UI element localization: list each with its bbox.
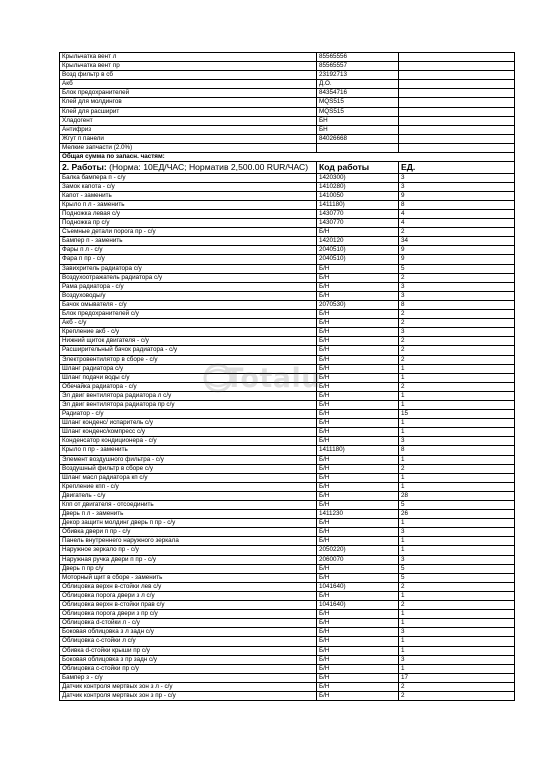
row-units-cell: [399, 107, 515, 116]
row-code-cell: Б/Н: [317, 291, 399, 300]
row-units-cell: 5: [399, 264, 515, 273]
row-name-cell: Крепление кпп - с/у: [60, 482, 317, 491]
row-name-cell: Декор защитн молдинг дверь п пр - с/у: [60, 519, 317, 528]
row-name-cell: Облицовка верхн в-стойки прав с/у: [60, 601, 317, 610]
row-units-cell: 17: [399, 673, 515, 682]
table-row: [60, 482, 515, 491]
table-row: [60, 410, 515, 419]
row-name-cell: Крыльчатка вент пр: [60, 62, 317, 71]
row-units-cell: 26: [399, 510, 515, 519]
row-code-cell: Б/Н: [317, 391, 399, 400]
row-units-cell: 1: [399, 591, 515, 600]
table-row: [60, 691, 515, 700]
row-name-cell: Облицовка c-стойки пр с/у: [60, 664, 317, 673]
row-name-cell: Облицовка порога двери з л с/у: [60, 591, 317, 600]
row-units-cell: 1: [399, 373, 515, 382]
row-name-cell: Эл двиг вентилятора радиатора л с/у: [60, 391, 317, 400]
row-units-cell: 5: [399, 573, 515, 582]
row-code-cell: Б/Н: [317, 346, 399, 355]
row-units-cell: 2: [399, 310, 515, 319]
row-name-cell: Кпп от двигателя - отсоединить: [60, 501, 317, 510]
row-units-cell: 4: [399, 210, 515, 219]
row-name-cell: Шланг конденс/ испаритель с/у: [60, 419, 317, 428]
work-section: [60, 173, 515, 700]
row-units-cell: 2: [399, 337, 515, 346]
table-row: [60, 364, 515, 373]
row-units-cell: 2: [399, 601, 515, 610]
document-page: [59, 52, 514, 701]
row-name-cell: Датчик контроля мертвых зон з л - с/у: [60, 682, 317, 691]
table-row: [60, 382, 515, 391]
row-units-cell: 8: [399, 200, 515, 209]
row-code-cell: 1420300): [317, 173, 399, 182]
table-row: [60, 134, 515, 143]
row-units-cell: [399, 98, 515, 107]
table-row: [60, 546, 515, 555]
row-units-cell: [399, 116, 515, 125]
row-units-cell: 1: [399, 519, 515, 528]
row-code-cell: 1420120: [317, 237, 399, 246]
row-code-cell: Б/Н: [317, 691, 399, 700]
row-name-cell: Панель внутреннего наружного зеркала: [60, 537, 317, 546]
row-code-cell: 1410280): [317, 182, 399, 191]
row-units-cell: [399, 71, 515, 80]
row-code-cell: Б/Н: [317, 310, 399, 319]
table-row: [60, 473, 515, 482]
row-units-cell: 5: [399, 564, 515, 573]
row-name-cell: Обечайка радиатора - с/у: [60, 382, 317, 391]
table-row: [60, 62, 515, 71]
row-code-cell: 1411180): [317, 446, 399, 455]
row-units-cell: 1: [399, 473, 515, 482]
row-name-cell: Подножка левая с/у: [60, 210, 317, 219]
row-code-cell: 1411180): [317, 200, 399, 209]
row-name-cell: Балка бампера п - с/у: [60, 173, 317, 182]
row-units-cell: 1: [399, 400, 515, 409]
row-code-cell: Б/Н: [317, 455, 399, 464]
row-code-cell: 2070530): [317, 300, 399, 309]
row-units-cell: 3: [399, 182, 515, 191]
row-units-cell: 1: [399, 546, 515, 555]
row-code-cell: 84354716: [317, 89, 399, 98]
row-code-cell: 2040510): [317, 255, 399, 264]
row-code-cell: 84026668: [317, 134, 399, 143]
row-units-cell: 1: [399, 482, 515, 491]
table-row: [60, 491, 515, 500]
row-units-cell: 3: [399, 528, 515, 537]
row-code-cell: Б/Н: [317, 682, 399, 691]
table-row: [60, 116, 515, 125]
row-name-cell: Фары п л - с/у: [60, 246, 317, 255]
row-units-cell: 2: [399, 319, 515, 328]
row-name-cell: Дверь п л - заменить: [60, 510, 317, 519]
row-code-cell: БН: [317, 125, 399, 134]
row-name-cell: Хладогент: [60, 116, 317, 125]
row-name-cell: Шланг радиатора с/у: [60, 364, 317, 373]
table-row: [60, 173, 515, 182]
row-code-cell: Б/Н: [317, 664, 399, 673]
row-name-cell: Двигатель - с/у: [60, 491, 317, 500]
table-row: [60, 400, 515, 409]
row-units-cell: [399, 125, 515, 134]
table-row: [60, 282, 515, 291]
table-row: [60, 182, 515, 191]
row-code-cell: 1430770: [317, 219, 399, 228]
row-code-cell: Б/Н: [317, 537, 399, 546]
row-name-cell: Наружное зеркало пр - с/у: [60, 546, 317, 555]
row-code-cell: Б/Н: [317, 410, 399, 419]
row-code-cell: MQS515: [317, 98, 399, 107]
table-row: [60, 601, 515, 610]
row-name-cell: Радиатор - с/у: [60, 410, 317, 419]
row-units-cell: 2: [399, 582, 515, 591]
row-code-cell: 23192713: [317, 71, 399, 80]
table-row: [60, 89, 515, 98]
row-code-cell: Б/Н: [317, 628, 399, 637]
row-code-cell: Б/Н: [317, 364, 399, 373]
section-rate-note: (Норма: 10ЕД/ЧАС; Норматив 2,500.00 RUR/ЧАС): [106, 162, 309, 173]
row-units-cell: 8: [399, 300, 515, 309]
row-code-cell: Б/Н: [317, 282, 399, 291]
row-code-cell: Б/Н: [317, 419, 399, 428]
row-units-cell: 1: [399, 646, 515, 655]
table-row: [60, 71, 515, 80]
row-name-cell: Акб: [60, 80, 317, 89]
row-units-cell: 2: [399, 228, 515, 237]
row-name-cell: Завихритель радиатора с/у: [60, 264, 317, 273]
row-code-cell: 85565557: [317, 62, 399, 71]
row-name-cell: Обивка двери п пр - с/у: [60, 528, 317, 537]
table-row: [60, 682, 515, 691]
row-name-cell: Акб - с/у: [60, 319, 317, 328]
row-units-cell: [399, 53, 515, 62]
row-code-cell: Б/Н: [317, 619, 399, 628]
row-name-cell: Клей для расширит: [60, 107, 317, 116]
row-code-cell: 1410050: [317, 191, 399, 200]
row-name-cell: Замок капота - с/у: [60, 182, 317, 191]
table-row: [60, 237, 515, 246]
row-units-cell: 1: [399, 455, 515, 464]
row-name-cell: Облицовка d-стойки л - с/у: [60, 619, 317, 628]
table-row: [60, 664, 515, 673]
table-row: [60, 555, 515, 564]
row-name-cell: Бачок омывателя - с/у: [60, 300, 317, 309]
row-code-cell: Б/Н: [317, 337, 399, 346]
row-code-cell: Д.О.: [317, 80, 399, 89]
row-units-cell: [399, 134, 515, 143]
row-units-cell: 1: [399, 537, 515, 546]
row-code-cell: Б/Н: [317, 319, 399, 328]
estimate-table: [59, 52, 515, 701]
table-row: [60, 573, 515, 582]
table-row: [60, 300, 515, 309]
parts-total-row: [60, 153, 515, 162]
row-units-cell: 3: [399, 555, 515, 564]
row-code-cell: Б/Н: [317, 655, 399, 664]
row-name-cell: Электровентилятор в сборе - с/у: [60, 355, 317, 364]
row-code-cell: 2040510): [317, 246, 399, 255]
row-units-cell: 1: [399, 391, 515, 400]
parts-section: [60, 53, 515, 153]
table-row: [60, 291, 515, 300]
table-row: [60, 346, 515, 355]
table-row: [60, 98, 515, 107]
row-units-cell: 28: [399, 491, 515, 500]
row-code-cell: Б/Н: [317, 491, 399, 500]
table-row: [60, 264, 515, 273]
code-column-header: Код работы: [317, 162, 399, 174]
row-name-cell: Эл двиг вентилятора радиатора пр с/у: [60, 400, 317, 409]
table-row: [60, 519, 515, 528]
row-units-cell: 9: [399, 255, 515, 264]
row-units-cell: 15: [399, 410, 515, 419]
row-units-cell: 2: [399, 682, 515, 691]
row-name-cell: Облицовка c-стойки л с/у: [60, 637, 317, 646]
row-name-cell: Шланг подачи воды с/у: [60, 373, 317, 382]
row-name-cell: Нижний щиток двигателя - с/у: [60, 337, 317, 346]
row-name-cell: Расширительный бачок радиатора - с/у: [60, 346, 317, 355]
row-units-cell: 2: [399, 346, 515, 355]
row-units-cell: 3: [399, 173, 515, 182]
row-name-cell: Воздуховоды/у: [60, 291, 317, 300]
row-code-cell: Б/Н: [317, 482, 399, 491]
section-header-row: [60, 162, 515, 174]
table-row: [60, 582, 515, 591]
row-code-cell: Б/Н: [317, 646, 399, 655]
table-row: [60, 646, 515, 655]
table-row: [60, 628, 515, 637]
table-row: [60, 310, 515, 319]
table-row: [60, 510, 515, 519]
row-units-cell: 3: [399, 655, 515, 664]
section-title-cell: [60, 162, 317, 174]
row-name-cell: Мелкие запчасти (2.0%): [60, 143, 317, 152]
row-code-cell: 85565556: [317, 53, 399, 62]
work-section-header: [60, 162, 515, 174]
table-row: [60, 419, 515, 428]
table-row: [60, 328, 515, 337]
table-row: [60, 446, 515, 455]
row-units-cell: 1: [399, 664, 515, 673]
table-row: [60, 391, 515, 400]
row-name-cell: Жгут п панели: [60, 134, 317, 143]
row-name-cell: Облицовка порога двери з пр с/у: [60, 610, 317, 619]
row-name-cell: Крыло п л - заменить: [60, 200, 317, 209]
row-code-cell: Б/Н: [317, 373, 399, 382]
table-row: [60, 655, 515, 664]
row-code-cell: 1041640): [317, 582, 399, 591]
row-name-cell: Наружная ручка двери п пр - с/у: [60, 555, 317, 564]
table-row: [60, 246, 515, 255]
row-code-cell: Б/Н: [317, 473, 399, 482]
row-code-cell: 2050220): [317, 546, 399, 555]
table-row: [60, 337, 515, 346]
table-row: [60, 191, 515, 200]
table-row: [60, 373, 515, 382]
row-code-cell: Б/Н: [317, 428, 399, 437]
table-row: [60, 125, 515, 134]
row-code-cell: Б/Н: [317, 437, 399, 446]
row-units-cell: 1: [399, 428, 515, 437]
row-units-cell: 2: [399, 382, 515, 391]
row-units-cell: 1: [399, 610, 515, 619]
row-code-cell: 1411230: [317, 510, 399, 519]
row-units-cell: 2: [399, 355, 515, 364]
row-name-cell: Бампер з - с/у: [60, 673, 317, 682]
row-name-cell: Крыло п пр - заменить: [60, 446, 317, 455]
table-row: [60, 219, 515, 228]
table-row: [60, 53, 515, 62]
table-row: [60, 210, 515, 219]
row-code-cell: Б/Н: [317, 228, 399, 237]
section-title: 2. Работы:: [62, 162, 107, 173]
row-name-cell: Воздушный фильтр в сборе с/у: [60, 464, 317, 473]
row-units-cell: [399, 143, 515, 152]
row-units-cell: 3: [399, 628, 515, 637]
row-name-cell: Облицовка верхн в-стойки лев с/у: [60, 582, 317, 591]
row-units-cell: 1: [399, 364, 515, 373]
row-units-cell: 2: [399, 273, 515, 282]
row-code-cell: Б/Н: [317, 564, 399, 573]
parts-total-label: Общая сумма по запасн. частям:: [60, 153, 515, 162]
row-name-cell: Фара п пр - с/у: [60, 255, 317, 264]
row-units-cell: 3: [399, 282, 515, 291]
row-name-cell: Клей для молдингов: [60, 98, 317, 107]
row-units-cell: 3: [399, 328, 515, 337]
row-name-cell: Бампер п - заменить: [60, 237, 317, 246]
parts-total-section: [60, 153, 515, 162]
row-name-cell: Блок предохранителей с/у: [60, 310, 317, 319]
row-units-cell: 9: [399, 246, 515, 255]
table-row: [60, 80, 515, 89]
row-code-cell: 1041640): [317, 601, 399, 610]
watermark-text: Totalu: [225, 363, 321, 394]
row-code-cell: Б/Н: [317, 673, 399, 682]
table-row: [60, 428, 515, 437]
row-code-cell: Б/Н: [317, 355, 399, 364]
row-code-cell: Б/Н: [317, 264, 399, 273]
row-name-cell: Блок предохранителей: [60, 89, 317, 98]
row-name-cell: Крепление акб - с/у: [60, 328, 317, 337]
row-name-cell: Рама радиатора - с/у: [60, 282, 317, 291]
row-name-cell: Элемент воздушного фильтра - с/у: [60, 455, 317, 464]
row-name-cell: Датчик контроля мертвых зон з пр - с/у: [60, 691, 317, 700]
row-units-cell: 5: [399, 501, 515, 510]
table-row: [60, 319, 515, 328]
table-row: [60, 464, 515, 473]
row-code-cell: 1430770: [317, 210, 399, 219]
row-units-cell: 1: [399, 619, 515, 628]
table-row: [60, 255, 515, 264]
table-row: [60, 455, 515, 464]
row-name-cell: Капот - заменить: [60, 191, 317, 200]
row-code-cell: [317, 143, 399, 152]
row-name-cell: Боковая облицовка з пр задн с/у: [60, 655, 317, 664]
units-column-header: ЕД.: [399, 162, 515, 174]
table-row: [60, 355, 515, 364]
table-row: [60, 228, 515, 237]
row-name-cell: Дверь п пр с/у: [60, 564, 317, 573]
row-code-cell: Б/Н: [317, 501, 399, 510]
row-code-cell: Б/Н: [317, 464, 399, 473]
row-name-cell: Обивка d-стойки крыши пр с/у: [60, 646, 317, 655]
row-name-cell: Моторный щит в сборе - заменить: [60, 573, 317, 582]
table-row: [60, 437, 515, 446]
row-name-cell: Конденсатор кондиционера - с/у: [60, 437, 317, 446]
table-row: [60, 273, 515, 282]
table-row: [60, 501, 515, 510]
row-code-cell: Б/Н: [317, 573, 399, 582]
row-code-cell: БН: [317, 116, 399, 125]
row-code-cell: Б/Н: [317, 610, 399, 619]
table-row: [60, 591, 515, 600]
row-units-cell: [399, 80, 515, 89]
row-name-cell: Подножка пр с/у: [60, 219, 317, 228]
row-code-cell: Б/Н: [317, 637, 399, 646]
table-row: [60, 610, 515, 619]
row-name-cell: Воздухоотражатель радиатора с/у: [60, 273, 317, 282]
table-row: [60, 637, 515, 646]
row-units-cell: 3: [399, 291, 515, 300]
row-units-cell: 2: [399, 691, 515, 700]
row-name-cell: Шланг масл радиатора кп с/у: [60, 473, 317, 482]
row-code-cell: 2060070: [317, 555, 399, 564]
table-row: [60, 673, 515, 682]
table-row: [60, 143, 515, 152]
row-units-cell: [399, 89, 515, 98]
row-units-cell: [399, 62, 515, 71]
row-name-cell: Крыльчатка вент л: [60, 53, 317, 62]
row-units-cell: 3: [399, 437, 515, 446]
row-code-cell: Б/Н: [317, 400, 399, 409]
table-row: [60, 107, 515, 116]
row-units-cell: 1: [399, 419, 515, 428]
table-row: [60, 619, 515, 628]
row-units-cell: 8: [399, 446, 515, 455]
row-units-cell: 4: [399, 219, 515, 228]
row-name-cell: Съемные детали порога пр - с/у: [60, 228, 317, 237]
row-units-cell: 34: [399, 237, 515, 246]
table-row: [60, 200, 515, 209]
row-units-cell: 2: [399, 464, 515, 473]
row-units-cell: 9: [399, 191, 515, 200]
row-code-cell: Б/Н: [317, 528, 399, 537]
table-row: [60, 537, 515, 546]
row-code-cell: Б/Н: [317, 382, 399, 391]
row-code-cell: MQS515: [317, 107, 399, 116]
row-code-cell: Б/Н: [317, 273, 399, 282]
row-code-cell: Б/Н: [317, 328, 399, 337]
row-units-cell: 1: [399, 637, 515, 646]
row-name-cell: Антифриз: [60, 125, 317, 134]
table-row: [60, 528, 515, 537]
table-row: [60, 564, 515, 573]
row-name-cell: Боковая облицовка з л задн с/у: [60, 628, 317, 637]
row-name-cell: Возд фильтр в сб: [60, 71, 317, 80]
row-code-cell: Б/Н: [317, 519, 399, 528]
row-name-cell: Шланг конденс/компресс с/у: [60, 428, 317, 437]
row-code-cell: Б/Н: [317, 591, 399, 600]
